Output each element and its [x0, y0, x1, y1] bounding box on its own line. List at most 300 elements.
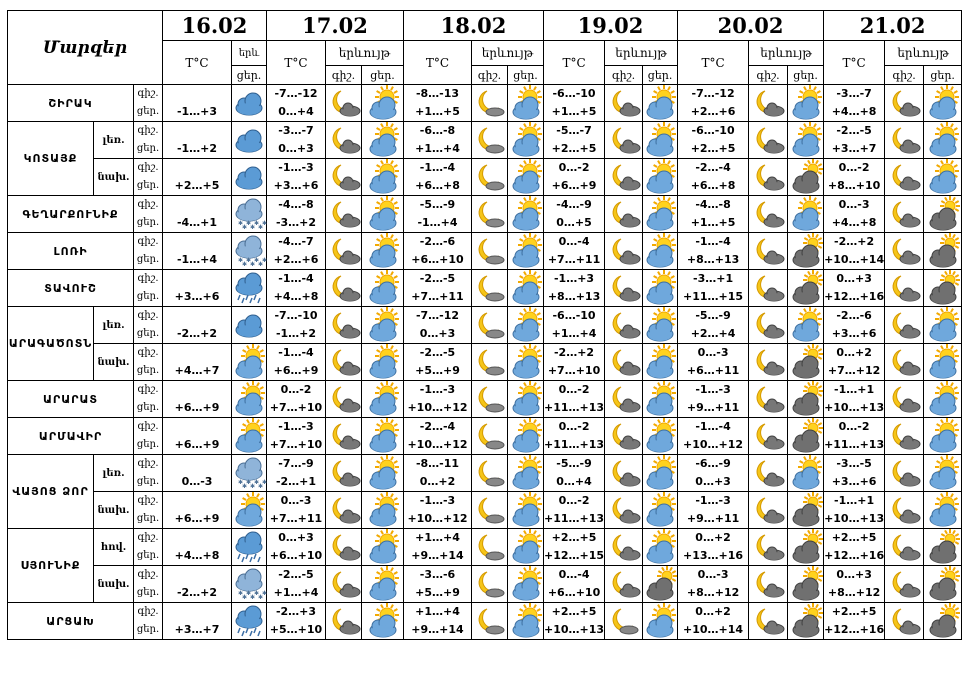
night-label: գիշ. — [137, 532, 159, 543]
temp-cell — [267, 418, 326, 455]
sun-cloud-icon — [362, 196, 404, 233]
night-temp: 0…-3 — [280, 494, 312, 507]
subregion-label: նախ. — [94, 492, 134, 529]
night-temp: -1…+1 — [834, 494, 875, 507]
sun-cloud-icon — [508, 381, 544, 418]
night-temp: 0…-2 — [558, 383, 590, 396]
day-temp: +6…+10 — [269, 549, 323, 562]
sun-cloud-icon — [362, 566, 404, 603]
sun-cloud-icon — [232, 492, 267, 529]
table-row — [8, 455, 962, 492]
table-row — [8, 418, 962, 455]
temp-cell: +6…+9 — [163, 492, 232, 529]
night-temp: -4…-7 — [278, 235, 314, 248]
night-temp: -1…+1 — [834, 383, 875, 396]
night-temp: -2…-6 — [419, 235, 456, 248]
night-temp: -2…-6 — [836, 309, 872, 322]
moon-cloud-icon — [326, 196, 362, 233]
svg-text:✱: ✱ — [242, 483, 248, 490]
day-temp: +1…+5 — [551, 105, 597, 118]
night-temp: +1…+4 — [415, 605, 460, 618]
table-row — [8, 492, 962, 529]
night-temp: -5…-9 — [419, 198, 456, 211]
night-day-label — [134, 196, 163, 233]
sun-cloud-icon — [508, 307, 544, 344]
night-temp: 0…-4 — [558, 235, 590, 248]
day-temp: +2…+6 — [690, 105, 736, 118]
temp-cell — [678, 270, 749, 307]
day-temp: -3…+2 — [275, 216, 317, 229]
dark-cloud-icon — [924, 233, 962, 270]
night-temp: -1…-3 — [419, 383, 456, 396]
day-temp: +8…+12 — [686, 586, 740, 599]
day-label: ցեր. — [136, 291, 160, 302]
svg-text:✱: ✱ — [250, 483, 256, 490]
night-temp: -4…-8 — [695, 198, 731, 211]
sun-cloud-icon — [508, 159, 544, 196]
moon-cloud-icon — [326, 85, 362, 122]
temp-cell — [404, 381, 472, 418]
night-label: գիշ. — [137, 421, 159, 432]
day-temp: 0…+5 — [556, 216, 592, 229]
temp-cell — [678, 233, 749, 270]
day-temp: 0…+3 — [695, 475, 731, 488]
day-label: ցեր. — [136, 587, 160, 598]
night-temp: -5…-9 — [556, 457, 592, 470]
table-row — [8, 270, 962, 307]
day-temp: +10…+13 — [824, 401, 885, 414]
temp-cell — [404, 344, 472, 381]
sun-cloud-icon — [924, 492, 962, 529]
phenomena-header: երևույթ — [605, 41, 678, 66]
table-row — [8, 566, 962, 603]
sun-cloud-icon — [643, 85, 678, 122]
night-label: գիշ. — [137, 162, 159, 173]
temp-cell — [678, 85, 749, 122]
day-label: ցեր. — [136, 328, 160, 339]
svg-text:✱: ✱ — [254, 257, 260, 264]
temp-cell — [678, 122, 749, 159]
table-row — [8, 196, 962, 233]
moon-cloud-icon — [749, 233, 788, 270]
dark-cloud-icon — [788, 492, 824, 529]
day-temp: +3…+6 — [831, 327, 877, 340]
subregion-label: նախ. — [94, 566, 134, 603]
night-label: գիշ. — [137, 199, 159, 210]
day-temp: +10…+13 — [544, 623, 605, 636]
sun-cloud-icon — [362, 381, 404, 418]
temp-cell — [404, 307, 472, 344]
temp-cell — [404, 455, 472, 492]
temp-cell — [404, 159, 472, 196]
day-temp: +1…+4 — [273, 586, 319, 599]
temp-cell — [267, 344, 326, 381]
dark-cloud-icon — [924, 566, 962, 603]
svg-text:✱: ✱ — [238, 257, 244, 264]
moon-cloud-icon — [749, 603, 788, 640]
night-temp: -2…-5 — [419, 346, 456, 359]
night-subheader: գիշ. — [749, 66, 788, 85]
temp-cell — [678, 455, 749, 492]
day-temp: +6…+11 — [686, 364, 740, 377]
moon-cloud-icon — [605, 122, 643, 159]
moon-icon — [472, 159, 508, 196]
night-temp: 0…-2 — [838, 161, 870, 174]
night-temp: -1…-3 — [278, 420, 314, 433]
temp-cell — [404, 418, 472, 455]
table-row — [8, 159, 962, 196]
region-name: ՏԱՎՈՒՇ — [8, 270, 134, 307]
moon-cloud-icon — [749, 122, 788, 159]
sun-cloud-icon — [643, 455, 678, 492]
temp-header: T°C — [678, 41, 749, 85]
temp-header: T°C — [267, 41, 326, 85]
temp-cell — [267, 492, 326, 529]
night-day-label — [134, 233, 163, 270]
day-temp: +11…+15 — [683, 290, 744, 303]
day-temp: 0…+3 — [419, 327, 456, 340]
moon-cloud-icon — [605, 344, 643, 381]
sun-cloud-icon — [362, 159, 404, 196]
night-day-label — [134, 159, 163, 196]
temp-cell — [267, 233, 326, 270]
night-label: գիշ. — [137, 384, 159, 395]
rain-cloud-icon — [232, 270, 267, 307]
day-temp: +11…+13 — [544, 438, 605, 451]
sun-cloud-icon — [508, 566, 544, 603]
night-temp: -1…-4 — [695, 420, 731, 433]
day-temp: +7…+10 — [547, 364, 601, 377]
night-temp: -3…-5 — [836, 457, 872, 470]
sun-cloud-icon — [643, 196, 678, 233]
moon-cloud-icon — [749, 270, 788, 307]
night-subheader: գիշ. — [885, 66, 924, 85]
moon-icon — [472, 381, 508, 418]
region-name: ԳԵՂԱՐՔՈՒՆԻՔ — [8, 196, 134, 233]
region-name: ՎԱՅՈՑ ՁՈՐ — [8, 455, 94, 529]
svg-text:✱: ✱ — [242, 594, 248, 601]
temp-cell — [544, 233, 605, 270]
night-temp: 0…-3 — [697, 568, 729, 581]
day-subheader: ցեր. — [788, 66, 824, 85]
sun-cloud-icon — [362, 455, 404, 492]
day-label: ցեր. — [136, 143, 160, 154]
temp-cell — [267, 603, 326, 640]
sun-cloud-icon — [362, 344, 404, 381]
moon-cloud-icon — [885, 603, 924, 640]
moon-icon — [605, 603, 643, 640]
night-temp: -5…-7 — [556, 124, 592, 137]
sun-cloud-icon — [643, 307, 678, 344]
moon-cloud-icon — [605, 418, 643, 455]
night-label: գիշ. — [137, 88, 159, 99]
svg-text:✱: ✱ — [258, 594, 264, 601]
night-temp: -1…+3 — [553, 272, 595, 285]
sun-cloud-icon — [232, 381, 267, 418]
day-temp: +10…+12 — [407, 512, 468, 525]
day-temp: +4…+8 — [831, 105, 877, 118]
night-temp: 0…+3 — [836, 568, 872, 581]
svg-text:✱: ✱ — [262, 590, 268, 597]
moon-cloud-icon — [326, 344, 362, 381]
temp-cell — [824, 529, 885, 566]
phenomena-header: երև — [232, 41, 267, 66]
temp-cell — [267, 122, 326, 159]
moon-cloud-icon — [749, 196, 788, 233]
table-row — [8, 344, 962, 381]
svg-text:✱: ✱ — [262, 479, 268, 486]
moon-cloud-icon — [885, 85, 924, 122]
night-temp: -1…-3 — [419, 494, 456, 507]
day-temp: +6…+9 — [273, 364, 319, 377]
day-label: ցեր. — [136, 365, 160, 376]
night-temp: -6…-10 — [552, 309, 596, 322]
day-temp: +2…+5 — [690, 142, 736, 155]
night-day-label — [134, 122, 163, 159]
sun-cloud-icon — [643, 529, 678, 566]
sun-cloud-icon — [924, 85, 962, 122]
temp-cell — [678, 492, 749, 529]
day-label: ցեր. — [136, 402, 160, 413]
moon-cloud-icon — [605, 381, 643, 418]
cloud-icon — [232, 122, 267, 159]
temp-cell — [678, 418, 749, 455]
svg-text:✱: ✱ — [254, 479, 260, 486]
temp-cell — [824, 159, 885, 196]
night-label: գիշ. — [137, 273, 159, 284]
svg-text:✱: ✱ — [246, 590, 252, 597]
day-label: ցեր. — [136, 254, 160, 265]
temp-cell — [824, 566, 885, 603]
region-header: Մարզեր — [8, 11, 163, 85]
day-temp: +6…+8 — [690, 179, 736, 192]
day-label: ցեր. — [136, 106, 160, 117]
day-temp: +6…+10 — [547, 586, 601, 599]
night-day-label — [134, 344, 163, 381]
night-temp: -1…-4 — [695, 235, 731, 248]
cloud-icon — [232, 85, 267, 122]
sun-cloud-icon — [643, 270, 678, 307]
night-temp: -2…-5 — [836, 124, 872, 137]
moon-icon — [472, 492, 508, 529]
night-temp: 0…-3 — [697, 346, 729, 359]
moon-cloud-icon — [885, 492, 924, 529]
day-temp: +6…+8 — [415, 179, 460, 192]
night-temp: +2…+5 — [831, 531, 877, 544]
moon-cloud-icon — [749, 381, 788, 418]
night-temp: -3…-7 — [836, 87, 872, 100]
temp-cell — [678, 529, 749, 566]
day-temp: 0…+4 — [556, 475, 592, 488]
table-row — [8, 122, 962, 159]
moon-cloud-icon — [885, 529, 924, 566]
table-row — [8, 381, 962, 418]
sun-cloud-icon — [788, 196, 824, 233]
temp-cell — [267, 270, 326, 307]
day-temp: +2…+5 — [551, 142, 597, 155]
temp-cell — [404, 85, 472, 122]
day-temp: +3…+6 — [273, 179, 319, 192]
region-name: ԱՐՑԱԽ — [8, 603, 134, 640]
day-temp: +7…+10 — [269, 438, 323, 451]
temp-cell — [267, 381, 326, 418]
night-temp: 0…+3 — [278, 531, 314, 544]
night-temp: -3…-7 — [278, 124, 314, 137]
night-temp: 0…-4 — [558, 568, 590, 581]
sun-cloud-icon — [508, 492, 544, 529]
moon-icon — [472, 529, 508, 566]
day-temp: +2…+6 — [273, 253, 319, 266]
night-temp: 0…-3 — [838, 198, 870, 211]
sun-cloud-icon — [924, 307, 962, 344]
night-temp: +2…+5 — [551, 531, 597, 544]
moon-cloud-icon — [326, 122, 362, 159]
night-temp: -1…-4 — [419, 161, 456, 174]
day-temp: +11…+13 — [544, 512, 605, 525]
table-row — [8, 529, 962, 566]
temp-cell — [824, 233, 885, 270]
cloud-icon — [232, 159, 267, 196]
moon-cloud-icon — [885, 455, 924, 492]
snow-cloud-icon — [232, 566, 267, 603]
temp-cell — [824, 122, 885, 159]
sun-cloud-icon — [232, 344, 267, 381]
sun-cloud-icon — [643, 381, 678, 418]
sun-cloud-icon — [643, 159, 678, 196]
moon-cloud-icon — [326, 233, 362, 270]
moon-icon — [472, 270, 508, 307]
night-temp: 0…-2 — [838, 420, 870, 433]
subregion-label: լեռ. — [94, 455, 134, 492]
temp-cell — [267, 566, 326, 603]
temp-cell — [678, 603, 749, 640]
temp-cell — [544, 307, 605, 344]
temp-cell: +2…+5 — [163, 159, 232, 196]
day-temp: +9…+11 — [686, 512, 740, 525]
moon-cloud-icon — [749, 566, 788, 603]
temp-cell — [267, 159, 326, 196]
date-header: 18.02 — [404, 11, 544, 41]
temp-cell: +6…+9 — [163, 381, 232, 418]
temp-cell — [267, 196, 326, 233]
moon-icon — [472, 455, 508, 492]
night-label: գիշ. — [137, 606, 159, 617]
moon-cloud-icon — [885, 566, 924, 603]
sun-cloud-icon — [788, 85, 824, 122]
temp-cell: -1…+4 — [163, 233, 232, 270]
day-label: ցեր. — [136, 476, 160, 487]
night-temp: -6…-10 — [552, 87, 596, 100]
night-temp: +2…+5 — [551, 605, 597, 618]
temp-cell: -2…+2 — [163, 307, 232, 344]
sun-cloud-icon — [508, 85, 544, 122]
night-label: գիշ. — [137, 236, 159, 247]
day-temp: +7…+12 — [827, 364, 881, 377]
day-temp: +8…+10 — [827, 179, 881, 192]
temp-cell — [267, 529, 326, 566]
night-subheader: գիշ. — [605, 66, 643, 85]
table-row — [8, 307, 962, 344]
day-temp: +5…+9 — [415, 586, 460, 599]
day-subheader: ցեր. — [362, 66, 404, 85]
day-temp: +12…+16 — [824, 623, 885, 636]
svg-text:✱: ✱ — [246, 479, 252, 486]
night-temp: +1…+4 — [415, 531, 460, 544]
subregion-label: հով. — [94, 529, 134, 566]
night-day-label — [134, 529, 163, 566]
night-day-label — [134, 418, 163, 455]
sun-cloud-icon — [924, 122, 962, 159]
moon-cloud-icon — [605, 270, 643, 307]
sun-cloud-icon — [508, 344, 544, 381]
moon-cloud-icon — [749, 85, 788, 122]
night-temp: +2…+5 — [831, 605, 877, 618]
temp-cell — [404, 529, 472, 566]
region-name: ՇԻՐԱԿ — [8, 85, 134, 122]
night-day-label — [134, 307, 163, 344]
moon-icon — [472, 603, 508, 640]
subregion-label: նախ. — [94, 159, 134, 196]
moon-icon — [472, 233, 508, 270]
phenomena-header: երևույթ — [326, 41, 404, 66]
day-temp: +7…+10 — [269, 401, 323, 414]
moon-cloud-icon — [885, 233, 924, 270]
temp-cell — [544, 196, 605, 233]
temp-cell — [544, 159, 605, 196]
sun-cloud-icon — [643, 233, 678, 270]
temp-cell — [544, 529, 605, 566]
table-row — [8, 603, 962, 640]
day-temp: 0…+2 — [419, 475, 456, 488]
day-subheader: ցեր. — [924, 66, 962, 85]
svg-text:✱: ✱ — [258, 483, 264, 490]
dark-cloud-icon — [788, 233, 824, 270]
night-temp: -2…-4 — [419, 420, 456, 433]
sun-cloud-icon — [508, 418, 544, 455]
temp-cell — [544, 418, 605, 455]
temp-cell — [678, 196, 749, 233]
sun-cloud-icon — [362, 492, 404, 529]
moon-cloud-icon — [326, 603, 362, 640]
moon-cloud-icon — [605, 233, 643, 270]
night-day-label — [134, 85, 163, 122]
day-temp: +12…+16 — [824, 290, 885, 303]
moon-icon — [472, 566, 508, 603]
dark-cloud-icon — [788, 603, 824, 640]
moon-cloud-icon — [605, 85, 643, 122]
night-temp: -7…-9 — [278, 457, 314, 470]
phenomena-header: երևույթ — [749, 41, 824, 66]
day-temp: +7…+11 — [547, 253, 601, 266]
temp-cell: +4…+7 — [163, 344, 232, 381]
night-temp: 0…+2 — [695, 605, 731, 618]
temp-cell — [404, 196, 472, 233]
night-temp: -1…-4 — [278, 346, 314, 359]
sun-cloud-icon — [643, 122, 678, 159]
day-label: ցեր. — [136, 180, 160, 191]
svg-text:✱: ✱ — [238, 220, 244, 227]
moon-cloud-icon — [605, 196, 643, 233]
sun-cloud-icon — [508, 529, 544, 566]
day-temp: +10…+12 — [407, 401, 468, 414]
night-subheader: գիշ. — [326, 66, 362, 85]
svg-text:✱: ✱ — [242, 261, 248, 268]
day-temp: +13…+16 — [683, 549, 744, 562]
night-temp: -5…-9 — [695, 309, 731, 322]
dark-cloud-icon — [924, 603, 962, 640]
day-temp: +3…+6 — [831, 475, 877, 488]
svg-text:✱: ✱ — [242, 224, 248, 231]
